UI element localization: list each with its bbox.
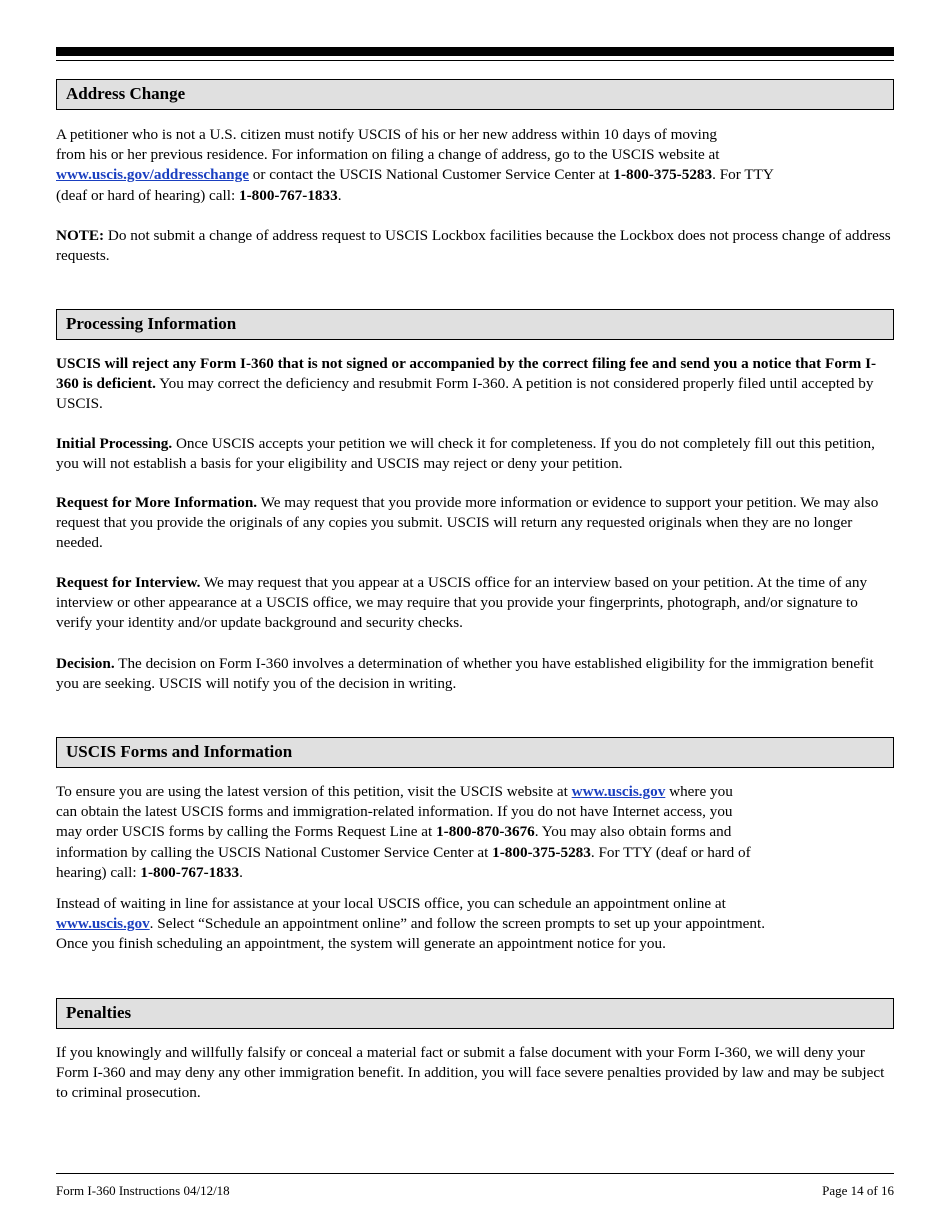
uscis-website-link[interactable]: www.uscis.gov [571,783,666,800]
section-header-processing [56,309,894,340]
forms-info-paragraph-2: Instead of waiting in line for assistance at your local USCIS office, you can schedule an appointment online at www.uscis.gov. Select “Schedule an appointment online” and follow the screen prompts to set up your appointment. Once you finish scheduling an appointment, the system will generate an appointment notice for you. [56,895,766,953]
section-header-forms-info [56,737,894,768]
footer-page-number: Page 14 of 16 [822,1183,894,1198]
address-change-note: NOTE: Do not submit a change of address request to USCIS Lockbox facilities because the Lockbox does not process change of address requests. [56,227,891,265]
processing-paragraph-reject: USCIS will reject any Form I-360 that is not signed or accompanied by the correct filing fee and send you a notice that Form I-360 is deficient. You may correct the deficiency and resubmit Form I-360. A petition is not considered properly filed until accepted by USCIS. [56,355,877,413]
address-change-link[interactable]: www.uscis.gov/addresschange [56,166,249,184]
section-header-penalties [56,998,894,1029]
processing-paragraph-more-info: Request for More Information. We may request that you provide more information or evidence to support your petition. We may also request that you provide the originals of any copies you submit. USCIS will return any requested originals when they are no longer needed. [56,494,879,552]
uscis-appointment-link[interactable]: www.uscis.gov [56,915,150,933]
address-change-paragraph: A petitioner who is not a U.S. citizen must notify USCIS of his or her new address within 10 days of moving from his or her previous residence. For information on filing a change of address, go to the USCIS website at www.uscis.gov/addresschange or contact the USCIS National Customer Service Center at 1-800-375-5283. For TTY (deaf or hard of hearing) call: 1-800-767-1833. [56,126,774,204]
penalties-paragraph: If you knowingly and willfully falsify or conceal a material fact or submit a false document with your Form I-360, we will deny your Form I-360 and may deny any other immigration benefit. In addition, you will face severe penalties provided by law and may be subject to criminal prosecution. [56,1044,885,1102]
processing-paragraph-interview: Request for Interview. We may request that you appear at a USCIS office for an interview based on your petition. At the time of any interview or other appearance at a USCIS office, we may require that you provide your fingerprints, photograph, and/or signature to verify your identity and/or update background and security checks. [56,574,868,632]
footer-rule [56,1173,894,1174]
section-title: USCIS Forms and Information [66,742,293,761]
section-title: Address Change [66,84,186,103]
processing-paragraph-initial: Initial Processing. Once USCIS accepts your petition we will check it for completeness. If you do not completely fill out this petition, you will not establish a basis for your eligibility and USCIS may reject or deny your petition. [56,435,875,473]
top-thin-rule [56,60,894,61]
footer-form-id: Form I-360 Instructions 04/12/18 [56,1183,230,1198]
processing-paragraph-decision: Decision. The decision on Form I-360 involves a determination of whether you have established eligibility for the immigration benefit you are seeking. USCIS will notify you of the decision in writing. [56,655,874,693]
section-title: Penalties [66,1003,132,1022]
section-header-address-change [56,79,894,110]
forms-info-paragraph-1: To ensure you are using the latest version of this petition, visit the USCIS website at www.uscis.gov where you can obtain the latest USCIS forms and immigration-related information. If you do not have Internet access, you may order USCIS forms by calling the Forms Request Line at 1-800-870-3676. You may also obtain forms and information by calling the USCIS National Customer Service Center at 1-800-375-5283. For TTY (deaf or hard of hearing) call: 1-800-767-1833. [56,783,751,881]
top-thick-rule [56,47,894,56]
section-title: Processing Information [66,314,237,333]
